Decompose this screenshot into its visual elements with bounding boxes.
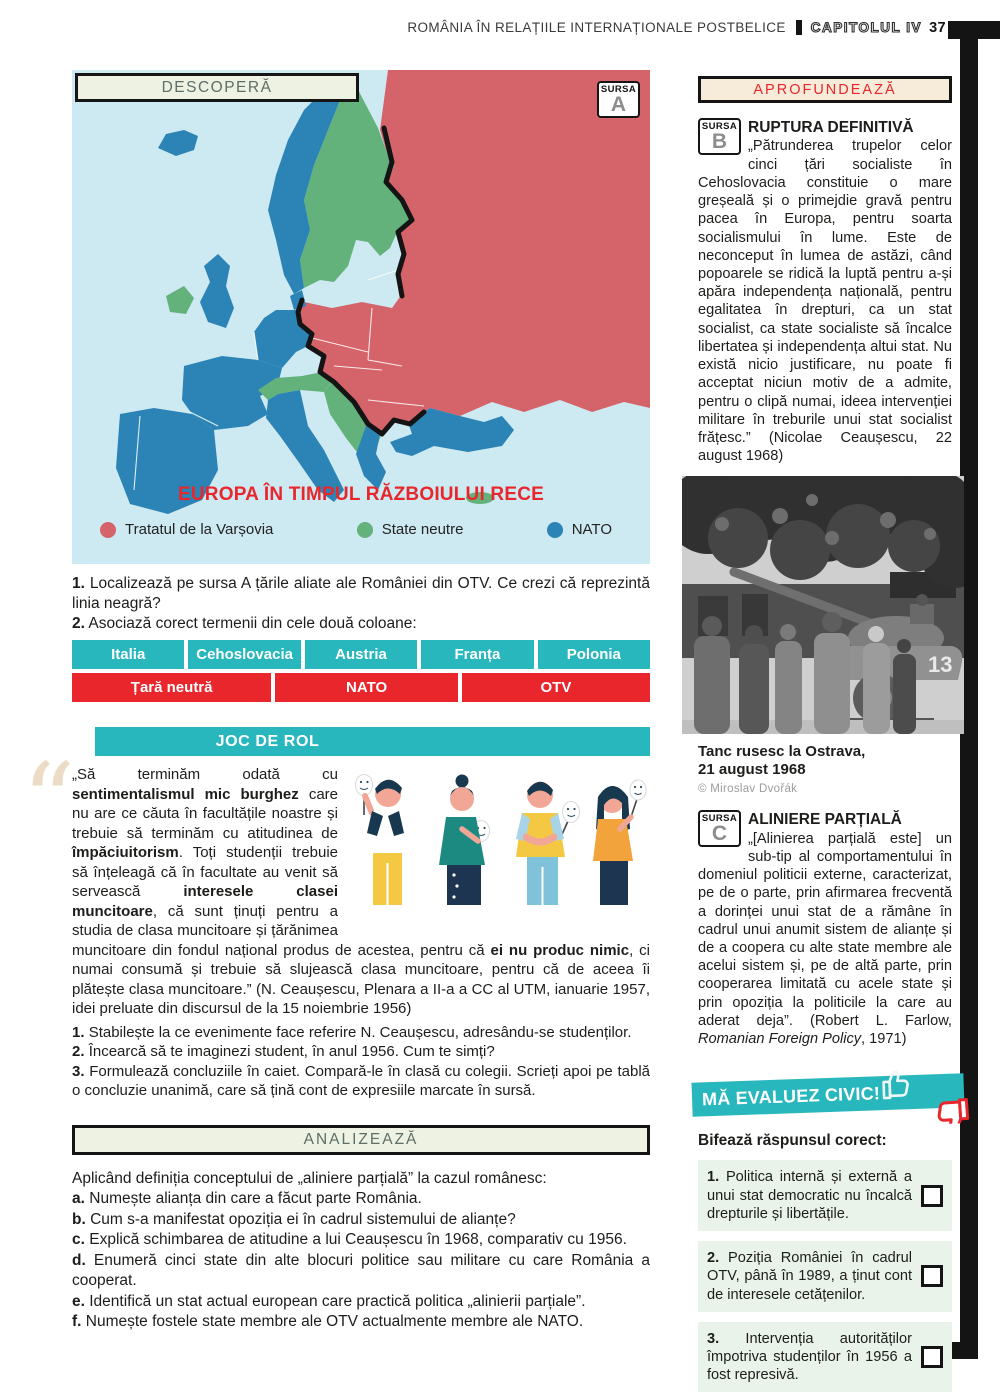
analizeaza-item-d <box>72 1251 650 1292</box>
right-column <box>698 76 952 1392</box>
civic-checkbox-1[interactable] <box>921 1185 943 1207</box>
quote-seg: , că sunt ținuți pentru a studia de clasa muncitoare și țărănimea muncitoare din fondul național produs de acestea, pentru că <box>72 902 491 959</box>
left-column <box>22 70 651 1333</box>
descopera-label: DESCOPERĂ <box>161 78 273 96</box>
quote-seg: care nu are ce căuta în facultățile noastre și trebuie să terminăm cu atitudinea de <box>72 785 338 842</box>
table-cell-nato: NATO <box>275 673 458 702</box>
section-tab-aprofundeaza <box>698 76 952 103</box>
quote-seg: , ci numai consumă și trebuie să slujească clasa muncitoare, pentru că de aceea îi plătește clasa muncitoare.” (N. Ceaușescu, Plenara a II-a a CC al UTM, ianuarie 1957, idei preluate din discursul de la 15 noiembrie 1956) <box>72 941 650 1018</box>
table-cell-polonia: Polonia <box>538 640 650 669</box>
civic-item-number: 2. <box>707 1250 720 1267</box>
analizeaza-label: ANALIZEAZĂ <box>303 1130 419 1148</box>
analizeaza-items <box>72 1169 650 1333</box>
thumb-down-icon <box>938 1100 968 1127</box>
civic-item-text <box>707 1249 912 1304</box>
sursa-b-text: „Pătrunderea trupelor celor cinci țări socialiste în Cehoslovacia constituie o mare greșeală și o primejdie gravă pentru pacea în Europa, pentru soarta socialismului în lume. Este de neconceput în lumea de astăzi, când popoarele se ridică la luptă pentru a-și apăra independența națională, pentru egalitatea în drepturi, ca un stat socialist, ca state socialiste să încalce libertatea și independența altui stat. Nu există nicio justificare, nu poate fi acceptat niciun motiv de a admite, pentru o clipă numai, ideea intervenției militare în treburile unui stat socialist frățesc.” (Nicolae Ceaușescu, 22 august 1968) <box>698 138 952 465</box>
thumb-up-icon <box>883 1072 908 1099</box>
task-number: 3. <box>72 1062 85 1080</box>
task-text: Formulează concluziile în caiet. Compară-le în clasă cu colegii. Scrieți apoi pe tablă o concluzie unanimă, care să țină cont de expresiile marcate în sursă. <box>72 1062 651 1100</box>
item-text: Cum s-a manifestat opoziția ei în cadrul sistemului de alianțe? <box>90 1210 516 1228</box>
sursa-c-letter: C <box>711 821 728 845</box>
matching-table <box>72 640 650 702</box>
warsaw-pact-dot-icon <box>100 522 116 538</box>
civic-item-text <box>707 1168 912 1223</box>
question-1 <box>72 574 650 614</box>
sursa-a-letter: A <box>610 92 627 116</box>
item-letter: e. <box>72 1292 85 1310</box>
sursa-c-text-end: , 1971) <box>861 1031 907 1048</box>
task-2 <box>72 1042 650 1062</box>
table-cell-tara-neutra: Țară neutră <box>72 673 271 702</box>
sursa-b-badge <box>698 118 741 155</box>
task-3 <box>72 1062 650 1101</box>
sursa-b-block <box>698 116 952 466</box>
joc-de-rol-tasks <box>72 1023 650 1101</box>
item-text: Numește alianța din care a făcut parte România. <box>89 1190 422 1208</box>
civic-banner <box>691 1074 964 1117</box>
quote-seg: . Toți studenții trebuie să înțeleagă că în facultate au venit să servească <box>72 844 338 901</box>
item-letter: a. <box>72 1190 85 1208</box>
neutral-states-dot-icon <box>357 522 373 538</box>
map-legend <box>72 521 650 538</box>
sursa-a-small: SURSA <box>600 84 637 95</box>
running-title: ROMÂNIA ÎN RELAȚIILE INTERNAȚIONALE POSTBELICE <box>407 20 786 35</box>
tank-photo <box>682 476 964 734</box>
aprofundeaza-label: APROFUNDEAZĂ <box>753 81 897 98</box>
sursa-c-small: SURSA <box>701 813 738 825</box>
map-questions <box>72 574 650 633</box>
civic-item-2 <box>698 1241 952 1312</box>
tank-number: 13 <box>928 651 953 677</box>
legend-item-nato <box>547 521 612 538</box>
analizeaza-item-f <box>72 1312 650 1332</box>
analizeaza-intro: Aplicând definiția conceptului de „aliniere parțială” la cazul românesc: <box>72 1169 547 1187</box>
cold-war-map <box>72 70 650 564</box>
legend-label: Tratatul de la Varșovia <box>125 521 274 538</box>
civic-item-number: 1. <box>707 1169 720 1186</box>
civic-item-statement: Poziția României în cadrul OTV, până în 1989, a ținut cont de interesele cetățenilor. <box>707 1250 913 1303</box>
analizeaza-item-e <box>72 1292 650 1312</box>
map-title: EUROPA ÎN TIMPUL RĂZBOIULUI RECE <box>178 484 544 505</box>
table-row-countries <box>72 640 650 669</box>
legend-label: NATO <box>571 521 612 538</box>
table-cell-cehoslovacia: Cehoslovacia <box>188 640 300 669</box>
item-text: Numește fostele state membre ale OTV actualmente membre ale NATO. <box>85 1313 584 1331</box>
question-text: Asociază corect termenii din cele două coloane: <box>88 614 417 632</box>
task-number: 1. <box>72 1023 85 1041</box>
thumbs-up-down-icon <box>877 1057 975 1126</box>
quote-decoration-icon: “ <box>22 740 76 863</box>
question-2 <box>72 614 650 634</box>
page-header <box>0 20 946 36</box>
caption-line-1: Tanc rusesc la Ostrava, <box>698 742 866 760</box>
sursa-c-badge <box>698 810 741 847</box>
photo-caption <box>698 743 952 780</box>
joc-de-rol-label: JOC DE ROL <box>215 732 320 750</box>
item-letter: b. <box>72 1210 86 1228</box>
civic-item-statement: Politica internă și externă a unui stat democratic nu încalcă drepturile și libertățile. <box>707 1169 912 1222</box>
item-text: Explică schimbarea de atitudine a lui Ceaușescu în 1968, comparativ cu 1956. <box>89 1231 627 1249</box>
quote-seg-bold: ei nu produc nimic <box>490 941 630 959</box>
table-cell-italia: Italia <box>72 640 184 669</box>
sursa-c-book-title: Romanian Foreign Policy <box>698 1031 862 1048</box>
task-1 <box>72 1023 650 1043</box>
task-text: Stabilește la ce evenimente face referire N. Ceaușescu, adresându-se studenților. <box>88 1023 632 1041</box>
section-tab-joc-de-rol <box>95 727 650 756</box>
analizeaza-item-c <box>72 1230 650 1250</box>
quote-seg-bold: împăciuitorism <box>72 844 179 862</box>
legend-item-neutral <box>357 521 464 538</box>
civic-item-1 <box>698 1160 952 1231</box>
sursa-c-text: „[Alinierea parțială este] un sub-tip al comportamentului în domeniul politicii externe, caracterizat, pe de o parte, prin afirmarea frecventă a dorinței unui stat de a rămâne în cadrul unui anumit sistem de alianțe și de a coopera cu alte state membre ale acelui sistem și, pe de altă parte, prin cooperarea limitată cu acele state și prin opoziția la politicile la care au aderat deja”. (Robert L. Farlow, <box>698 830 952 1029</box>
quote-seg-bold: sentimentalismul mic burghez <box>72 785 299 803</box>
item-letter: f. <box>72 1313 82 1331</box>
task-number: 2. <box>72 1043 85 1061</box>
quote-seg: „Să terminăm odată cu <box>72 766 338 784</box>
table-cell-franta: Franța <box>421 640 533 669</box>
section-tab-descopera <box>75 73 359 102</box>
question-text: Localizează pe sursa A țările aliate ale României din OTV. Ce crezi că reprezintă linia neagră? <box>72 575 650 612</box>
chapter-tag: CAPITOLUL IV <box>796 20 922 35</box>
page-number: 37 <box>929 20 946 36</box>
item-text: Enumeră cinci state din alte blocuri politice sau militare cu care România a cooperat. <box>72 1251 650 1290</box>
caption-line-2: 21 august 1968 <box>698 760 806 778</box>
nato-dot-icon <box>547 522 563 538</box>
civic-checkbox-2[interactable] <box>921 1265 943 1287</box>
table-cell-otv: OTV <box>462 673 650 702</box>
civic-item-3 <box>698 1322 952 1392</box>
sursa-a-badge <box>597 81 640 118</box>
sursa-b-small: SURSA <box>701 121 738 132</box>
legend-label: State neutre <box>381 521 464 538</box>
item-letter: c. <box>72 1231 85 1249</box>
question-number: 2. <box>72 614 85 632</box>
table-row-alliances <box>72 673 650 702</box>
item-text: Identifică un stat actual european care practică politica „alinierii parțiale”. <box>89 1292 586 1310</box>
analizeaza-item-b <box>72 1210 650 1230</box>
section-tab-analizeaza <box>72 1125 650 1155</box>
sursa-b-letter: B <box>711 129 728 153</box>
civic-item-statement: Intervenția autorităților împotriva studenților în 1956 a fost represivă. <box>707 1330 912 1384</box>
analizeaza-item-a <box>72 1189 650 1209</box>
sursa-c-block <box>698 808 952 1048</box>
table-cell-austria: Austria <box>305 640 417 669</box>
question-number: 1. <box>72 575 85 592</box>
civic-item-text <box>707 1330 912 1385</box>
civic-banner-label: MĂ EVALUEZ CIVIC! <box>701 1083 881 1110</box>
photo-credit: © Miroslav Dvořák <box>698 783 798 796</box>
civic-checkbox-3[interactable] <box>921 1346 943 1368</box>
civic-instruction: Bifează răspunsul corect: <box>698 1132 887 1150</box>
quote-seg-bold: interesele clasei muncitoare <box>72 883 338 920</box>
item-letter: d. <box>72 1251 86 1269</box>
task-text: Încearcă să te imaginezi student, în anul 1956. Cum te simți? <box>88 1043 495 1061</box>
students-masks-illustration <box>350 767 650 919</box>
sursa-b-title: RUPTURA DEFINITIVĂ <box>748 119 914 136</box>
legend-item-warsaw <box>100 521 273 538</box>
civic-item-number: 3. <box>707 1330 720 1347</box>
sursa-c-title: ALINIERE PARȚIALĂ <box>748 811 902 829</box>
